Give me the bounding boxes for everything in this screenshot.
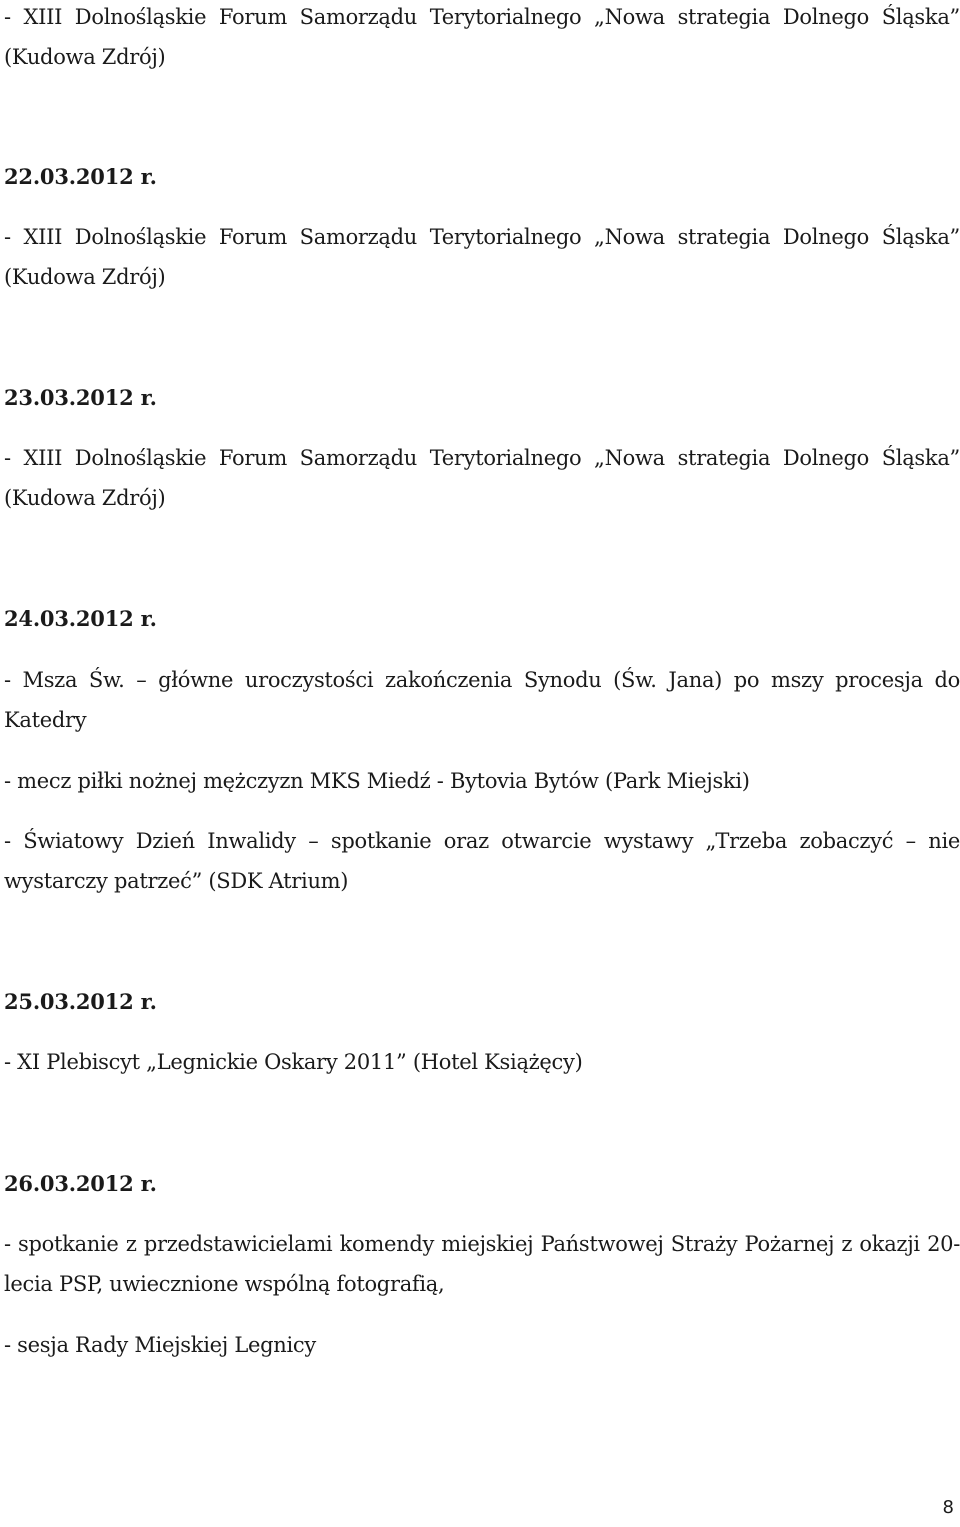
date-heading: 26.03.2012 r. (4, 1171, 157, 1196)
event-item: - spotkanie z przedstawicielami komendy miejskiej Państwowej Straży Pożarnej z okazji 20-lecia PSP, uwiecznione wspólną fotografią, (4, 1232, 960, 1296)
date-heading: 25.03.2012 r. (4, 989, 157, 1014)
event-item: - sesja Rady Miejskiej Legnicy (4, 1333, 316, 1357)
event-item: - mecz piłki nożnej mężczyzn MKS Miedź - Bytovia Bytów (Park Miejski) (4, 769, 750, 793)
event-item: - XI Plebiscyt „Legnickie Oskary 2011” (Hotel Książęcy) (4, 1050, 583, 1074)
event-item: - XIII Dolnośląskie Forum Samorządu Terytorialnego „Nowa strategia Dolnego Śląska” (Kudowa Zdrój) (4, 446, 960, 510)
date-heading: 23.03.2012 r. (4, 385, 157, 410)
event-item: - Światowy Dzień Inwalidy – spotkanie oraz otwarcie wystawy „Trzeba zobaczyć – nie wystarczy patrzeć” (SDK Atrium) (4, 829, 960, 893)
page-number: 8 (942, 1497, 954, 1518)
date-heading: 24.03.2012 r. (4, 606, 157, 631)
event-item: - XIII Dolnośląskie Forum Samorządu Terytorialnego „Nowa strategia Dolnego Śląska” (Kudowa Zdrój) (4, 5, 960, 69)
date-heading: 22.03.2012 r. (4, 164, 157, 189)
event-item: - XIII Dolnośląskie Forum Samorządu Terytorialnego „Nowa strategia Dolnego Śląska” (Kudowa Zdrój) (4, 225, 960, 289)
event-item: - Msza Św. – główne uroczystości zakończenia Synodu (Św. Jana) po mszy procesja do Katedry (4, 668, 960, 732)
